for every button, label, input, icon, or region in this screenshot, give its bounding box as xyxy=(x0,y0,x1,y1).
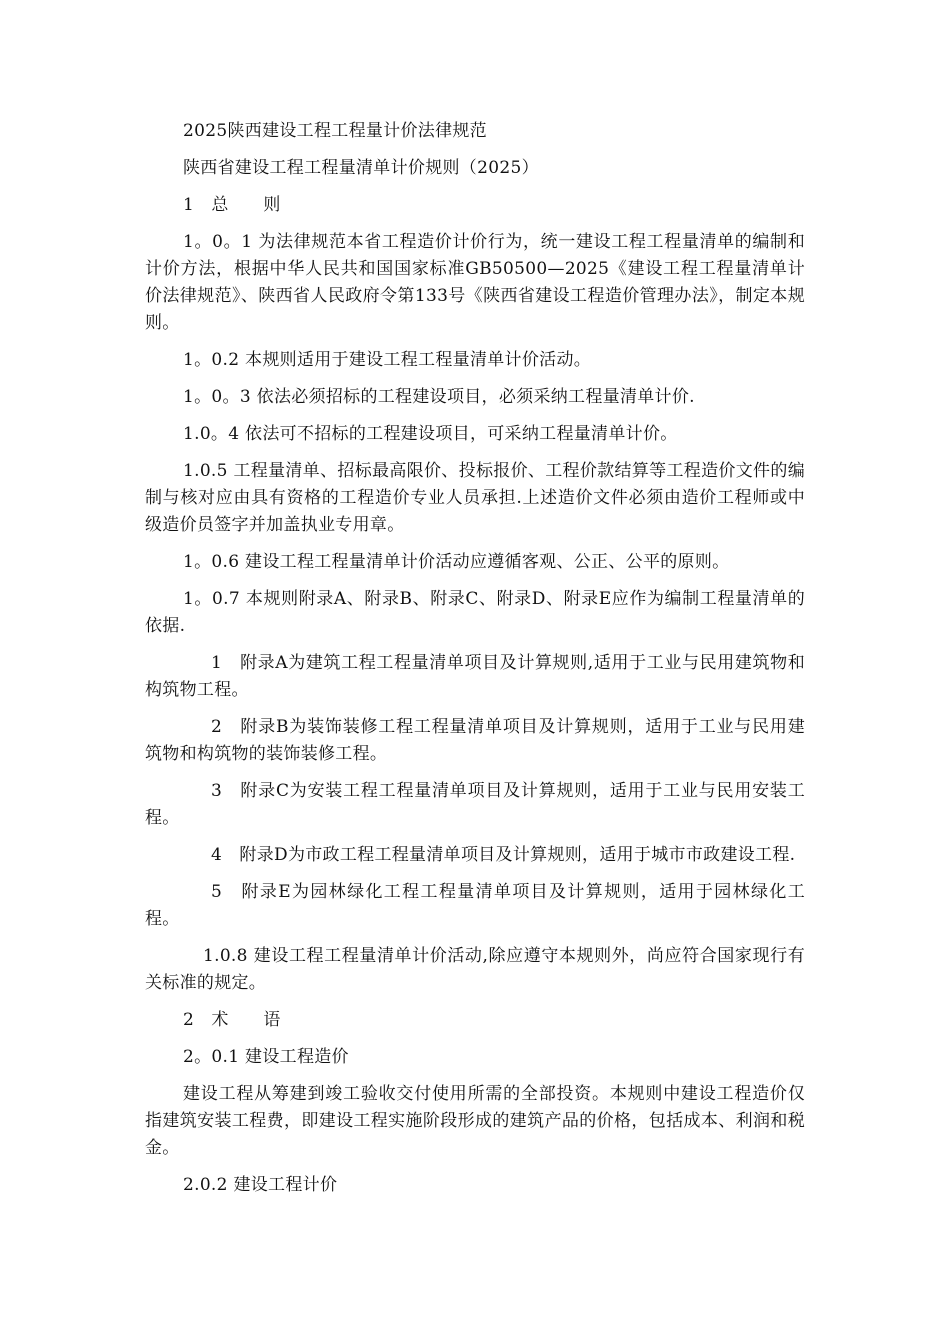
clause-1-0-4: 1.0。4 依法可不招标的工程建设项目，可采纳工程量清单计价。 xyxy=(183,424,678,444)
appendix-item-d: 4 附录D为市政工程工程量清单项目及计算规则，适用于城市市政建设工程. xyxy=(211,845,796,865)
term-2-0-1-title: 2。0.1 建设工程造价 xyxy=(183,1047,349,1067)
clause-1-0-2: 1。0.2 本规则适用于建设工程工程量清单计价活动。 xyxy=(183,350,592,370)
section-2-title: 2 术 语 xyxy=(183,1010,281,1030)
appendix-item-b: 2 附录B为装饰装修工程工程量清单项目及计算规则，适用于工业与民用建筑物和构筑物的装饰装修工程。 xyxy=(145,717,805,764)
clause-1-0-6: 1。0.6 建设工程工程量清单计价活动应遵循客观、公正、公平的原则。 xyxy=(183,552,730,572)
rules-title: 陕西省建设工程工程量清单计价规则（2025） xyxy=(183,158,539,178)
document-heading: 2025陕西建设工程工程量计价法律规范 xyxy=(183,121,487,141)
section-1-title: 1 总 则 xyxy=(183,195,281,215)
appendix-item-c: 3 附录C为安装工程工程量清单项目及计算规则，适用于工业与民用安装工程。 xyxy=(145,781,805,828)
appendix-item-a: 1 附录A为建筑工程工程量清单项目及计算规则,适用于工业与民用建筑物和构筑物工程。 xyxy=(145,653,805,700)
clause-1-0-1: 1。0。1 为法律规范本省工程造价计价行为，统一建设工程工程量清单的编制和计价方法，根据中华人民共和国国家标准GB50500—2025《建设工程工程量清单计价法律规范》、陕西省人民政府令第133号《陕西省建设工程造价管理办法》，制定本规则。 xyxy=(145,232,805,333)
clause-1-0-8: 1.0.8 建设工程工程量清单计价活动,除应遵守本规则外，尚应符合国家现行有关标准的规定。 xyxy=(145,946,805,993)
clause-1-0-3: 1。0。3 依法必须招标的工程建设项目，必须采纳工程量清单计价. xyxy=(183,387,695,407)
clause-1-0-5: 1.0.5 工程量清单、招标最高限价、投标报价、工程价款结算等工程造价文件的编制与核对应由具有资格的工程造价专业人员承担.上述造价文件必须由造价工程师或中级造价员签字并加盖执业专用章。 xyxy=(145,461,805,535)
appendix-item-e: 5 附录E为园林绿化工程工程量清单项目及计算规则，适用于园林绿化工程。 xyxy=(145,882,805,929)
clause-1-0-7: 1。0.7 本规则附录A、附录B、附录C、附录D、附录E应作为编制工程量清单的依据. xyxy=(145,589,805,636)
document-page xyxy=(145,118,805,1209)
term-2-0-1-body: 建设工程从筹建到竣工验收交付使用所需的全部投资。本规则中建设工程造价仅指建筑安装工程费，即建设工程实施阶段形成的建筑产品的价格，包括成本、利润和税金。 xyxy=(145,1084,805,1158)
term-2-0-2-title: 2.0.2 建设工程计价 xyxy=(183,1175,338,1195)
